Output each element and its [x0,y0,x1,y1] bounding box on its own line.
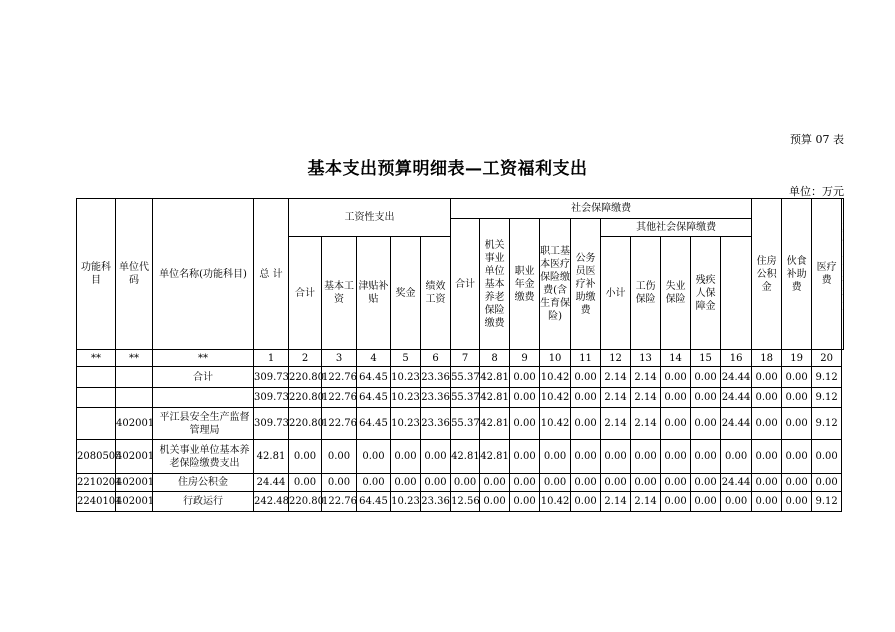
header-bonus: 奖金 [391,237,421,350]
value-cell: 9.12 [812,408,842,440]
index-cell: ** [77,350,116,367]
value-cell: 42.81 [480,388,510,408]
value-cell: 10.23 [391,367,421,388]
value-cell: 0.00 [691,408,721,440]
value-cell: 55.37 [451,388,480,408]
value-cell: 2.14 [631,367,661,388]
value-cell: 10.42 [540,408,571,440]
table-row [77,474,844,492]
header-performance: 绩效工资 [421,237,451,350]
header-social-group: 社会保障缴费 [451,199,752,219]
value-cell: 0.00 [782,474,812,492]
value-cell: 2.14 [631,408,661,440]
value-cell: 24.44 [254,474,289,492]
value-cell: 122.76 [322,492,357,512]
value-cell: 55.37 [451,408,480,440]
header-medical-fee: 医疗费 [812,199,842,350]
header-injury: 工伤保险 [631,237,661,350]
value-cell: 42.81 [480,440,510,474]
value-cell: 10.23 [391,408,421,440]
header-total: 总 计 [254,199,289,350]
value-cell: 0.00 [451,474,480,492]
value-cell: 0.00 [540,440,571,474]
value-cell: 0.00 [571,367,601,388]
unit-code-cell [116,367,153,388]
value-cell: 0.00 [782,367,812,388]
index-cell: 2 [289,350,322,367]
value-cell: 309.73 [254,388,289,408]
value-cell: 0.00 [691,440,721,474]
func-code-cell: 2080505 [77,440,116,474]
value-cell: 55.37 [451,367,480,388]
value-cell: 0.00 [289,440,322,474]
table-row [77,492,844,512]
value-cell: 2.14 [601,367,631,388]
value-cell: 0.00 [721,492,752,512]
value-cell: 64.45 [357,367,391,388]
value-cell: 0.00 [661,474,691,492]
unit-label: 单位：万元 [789,185,844,198]
value-cell: 122.76 [322,367,357,388]
index-cell: 12 [601,350,631,367]
index-cell: 14 [661,350,691,367]
value-cell: 0.00 [782,408,812,440]
value-cell: 309.73 [254,367,289,388]
header-unit-name: 单位名称(功能科目) [153,199,254,350]
value-cell: 0.00 [480,492,510,512]
value-cell: 0.00 [571,440,601,474]
value-cell: 23.36 [421,367,451,388]
value-cell: 10.42 [540,367,571,388]
header-other-subtotal: 小计 [601,237,631,350]
data-rows [77,367,844,512]
header-other-welfare [842,199,844,350]
value-cell: 0.00 [322,474,357,492]
index-cell: 13 [631,350,661,367]
table-row [77,440,844,474]
index-row [77,350,844,367]
value-cell: 42.81 [480,408,510,440]
value-cell: 42.81 [254,440,289,474]
value-cell: 0.00 [391,440,421,474]
unit-name-cell [153,388,254,408]
value-cell: 9.12 [812,388,842,408]
value-cell: 0.00 [782,440,812,474]
header-unit-code: 单位代码 [116,199,153,350]
value-cell: 0.00 [510,367,540,388]
unit-name-cell: 合计 [153,367,254,388]
value-cell: 2.14 [601,388,631,408]
unit-code-cell: 402001 [116,408,153,440]
value-cell: 10.23 [391,492,421,512]
value-cell: 0.00 [357,440,391,474]
value-cell: 0.00 [571,408,601,440]
index-cell: 7 [451,350,480,367]
header-housing-fund: 住房公积金 [752,199,782,350]
func-code-cell: 2210201 [77,474,116,492]
value-cell: 0.00 [752,474,782,492]
func-code-cell [77,408,116,440]
index-cell: ** [116,350,153,367]
value-cell: 2.14 [601,408,631,440]
value-cell: 0.00 [752,492,782,512]
value-cell: 0.00 [289,474,322,492]
value-cell: 9.12 [812,492,842,512]
index-cell: 10 [540,350,571,367]
unit-code-cell: 402001 [116,474,153,492]
value-cell: 23.36 [421,492,451,512]
value-cell: 0.00 [391,474,421,492]
form-number: 预算 07 表 [790,133,844,146]
value-cell: 220.80 [289,492,322,512]
value-cell: 0.00 [421,474,451,492]
index-cell: 20 [812,350,842,367]
value-cell: 42.81 [451,440,480,474]
value-cell: 42.81 [480,367,510,388]
index-cell: 18 [752,350,782,367]
value-cell: 0.00 [782,492,812,512]
value-cell: 0.00 [540,474,571,492]
value-cell: 2.14 [631,492,661,512]
value-cell: 122.76 [322,408,357,440]
value-cell: 220.80 [289,408,322,440]
value-cell: 12.56 [451,492,480,512]
value-cell: 0.00 [510,474,540,492]
value-cell: 23.36 [421,408,451,440]
value-cell: 0.00 [601,440,631,474]
func-code-cell: 2240101 [77,492,116,512]
header-wage-group: 工资性支出 [289,199,451,237]
value-cell: 64.45 [357,388,391,408]
index-cell: ** [153,350,254,367]
value-cell: 122.76 [322,388,357,408]
value-cell: 0.00 [510,408,540,440]
value-cell: 9.12 [812,367,842,388]
index-cell: 6 [421,350,451,367]
value-cell: 24.44 [721,474,752,492]
index-cell: 11 [571,350,601,367]
header-medical: 职工基本医疗保险缴费(含生育保险) [540,219,571,350]
value-cell: 0.00 [691,388,721,408]
value-cell: 24.44 [721,367,752,388]
value-cell: 64.45 [357,492,391,512]
value-cell: 0.00 [510,388,540,408]
header-unemployment: 失业保险 [661,237,691,350]
value-cell: 0.00 [631,440,661,474]
func-code-cell [77,367,116,388]
table-row [77,388,844,408]
index-cell: 15 [691,350,721,367]
value-cell: 0.00 [421,440,451,474]
header-other-social-group: 其他社会保障缴费 [601,219,752,237]
header-wage-total: 合计 [289,237,322,350]
value-cell: 0.00 [752,440,782,474]
value-cell: 0.00 [322,440,357,474]
value-cell: 0.00 [752,408,782,440]
value-cell: 2.14 [631,388,661,408]
unit-code-cell: 402001 [116,492,153,512]
value-cell: 0.00 [721,440,752,474]
header-annuity: 职业年金缴费 [510,219,540,350]
unit-name-cell: 行政运行 [153,492,254,512]
value-cell: 0.00 [812,474,842,492]
value-cell: 0.00 [661,440,691,474]
value-cell: 0.00 [691,474,721,492]
value-cell: 0.00 [510,440,540,474]
value-cell: 0.00 [571,492,601,512]
value-cell: 0.00 [661,367,691,388]
index-cell: 8 [480,350,510,367]
table-row [77,367,844,388]
index-cell: 1 [254,350,289,367]
value-cell: 0.00 [480,474,510,492]
header-meal: 伙食补助费 [782,199,812,350]
header-func-code: 功能科目 [77,199,116,350]
value-cell: 0.00 [661,408,691,440]
value-cell: 24.44 [721,388,752,408]
value-cell: 0.00 [661,388,691,408]
unit-code-cell: 402001 [116,440,153,474]
value-cell: 0.00 [691,367,721,388]
func-code-cell [77,388,116,408]
index-cell: 19 [782,350,812,367]
header-pension: 机关事业单位基本养老保险缴费 [480,219,510,350]
value-cell: 64.45 [357,408,391,440]
unit-name-cell: 机关事业单位基本养老保险缴费支出 [153,440,254,474]
value-cell: 0.00 [571,388,601,408]
unit-name-cell: 平江县安全生产监督管理局 [153,408,254,440]
unit-name-cell: 住房公积金 [153,474,254,492]
value-cell: 10.23 [391,388,421,408]
value-cell: 24.44 [721,408,752,440]
header-civil-medical: 公务员医疗补助缴费 [571,219,601,350]
table-row [77,408,844,440]
value-cell: 0.00 [357,474,391,492]
value-cell: 242.48 [254,492,289,512]
value-cell: 0.00 [691,492,721,512]
index-cell: 5 [391,350,421,367]
value-cell: 2.14 [601,492,631,512]
header-allowance: 津贴补贴 [357,237,391,350]
header-disability: 残疾人保障金 [691,237,721,350]
value-cell: 0.00 [752,367,782,388]
value-cell: 0.00 [510,492,540,512]
header-social-total: 合计 [451,219,480,350]
index-cell: 16 [721,350,752,367]
value-cell: 23.36 [421,388,451,408]
value-cell: 0.00 [631,474,661,492]
unit-code-cell [116,388,153,408]
value-cell: 220.80 [289,388,322,408]
budget-table [76,198,844,512]
index-cell: 9 [510,350,540,367]
value-cell: 10.42 [540,492,571,512]
index-cell: 4 [357,350,391,367]
value-cell: 220.80 [289,367,322,388]
index-cell: 3 [322,350,357,367]
value-cell: 0.00 [661,492,691,512]
value-cell: 0.00 [571,474,601,492]
value-cell: 10.42 [540,388,571,408]
value-cell: 309.73 [254,408,289,440]
value-cell: 0.00 [812,440,842,474]
header-basic-wage: 基本工资 [322,237,357,350]
value-cell: 0.00 [782,388,812,408]
page-title: 基本支出预算明细表—工资福利支出 [307,159,588,179]
value-cell: 0.00 [601,474,631,492]
value-cell: 0.00 [752,388,782,408]
